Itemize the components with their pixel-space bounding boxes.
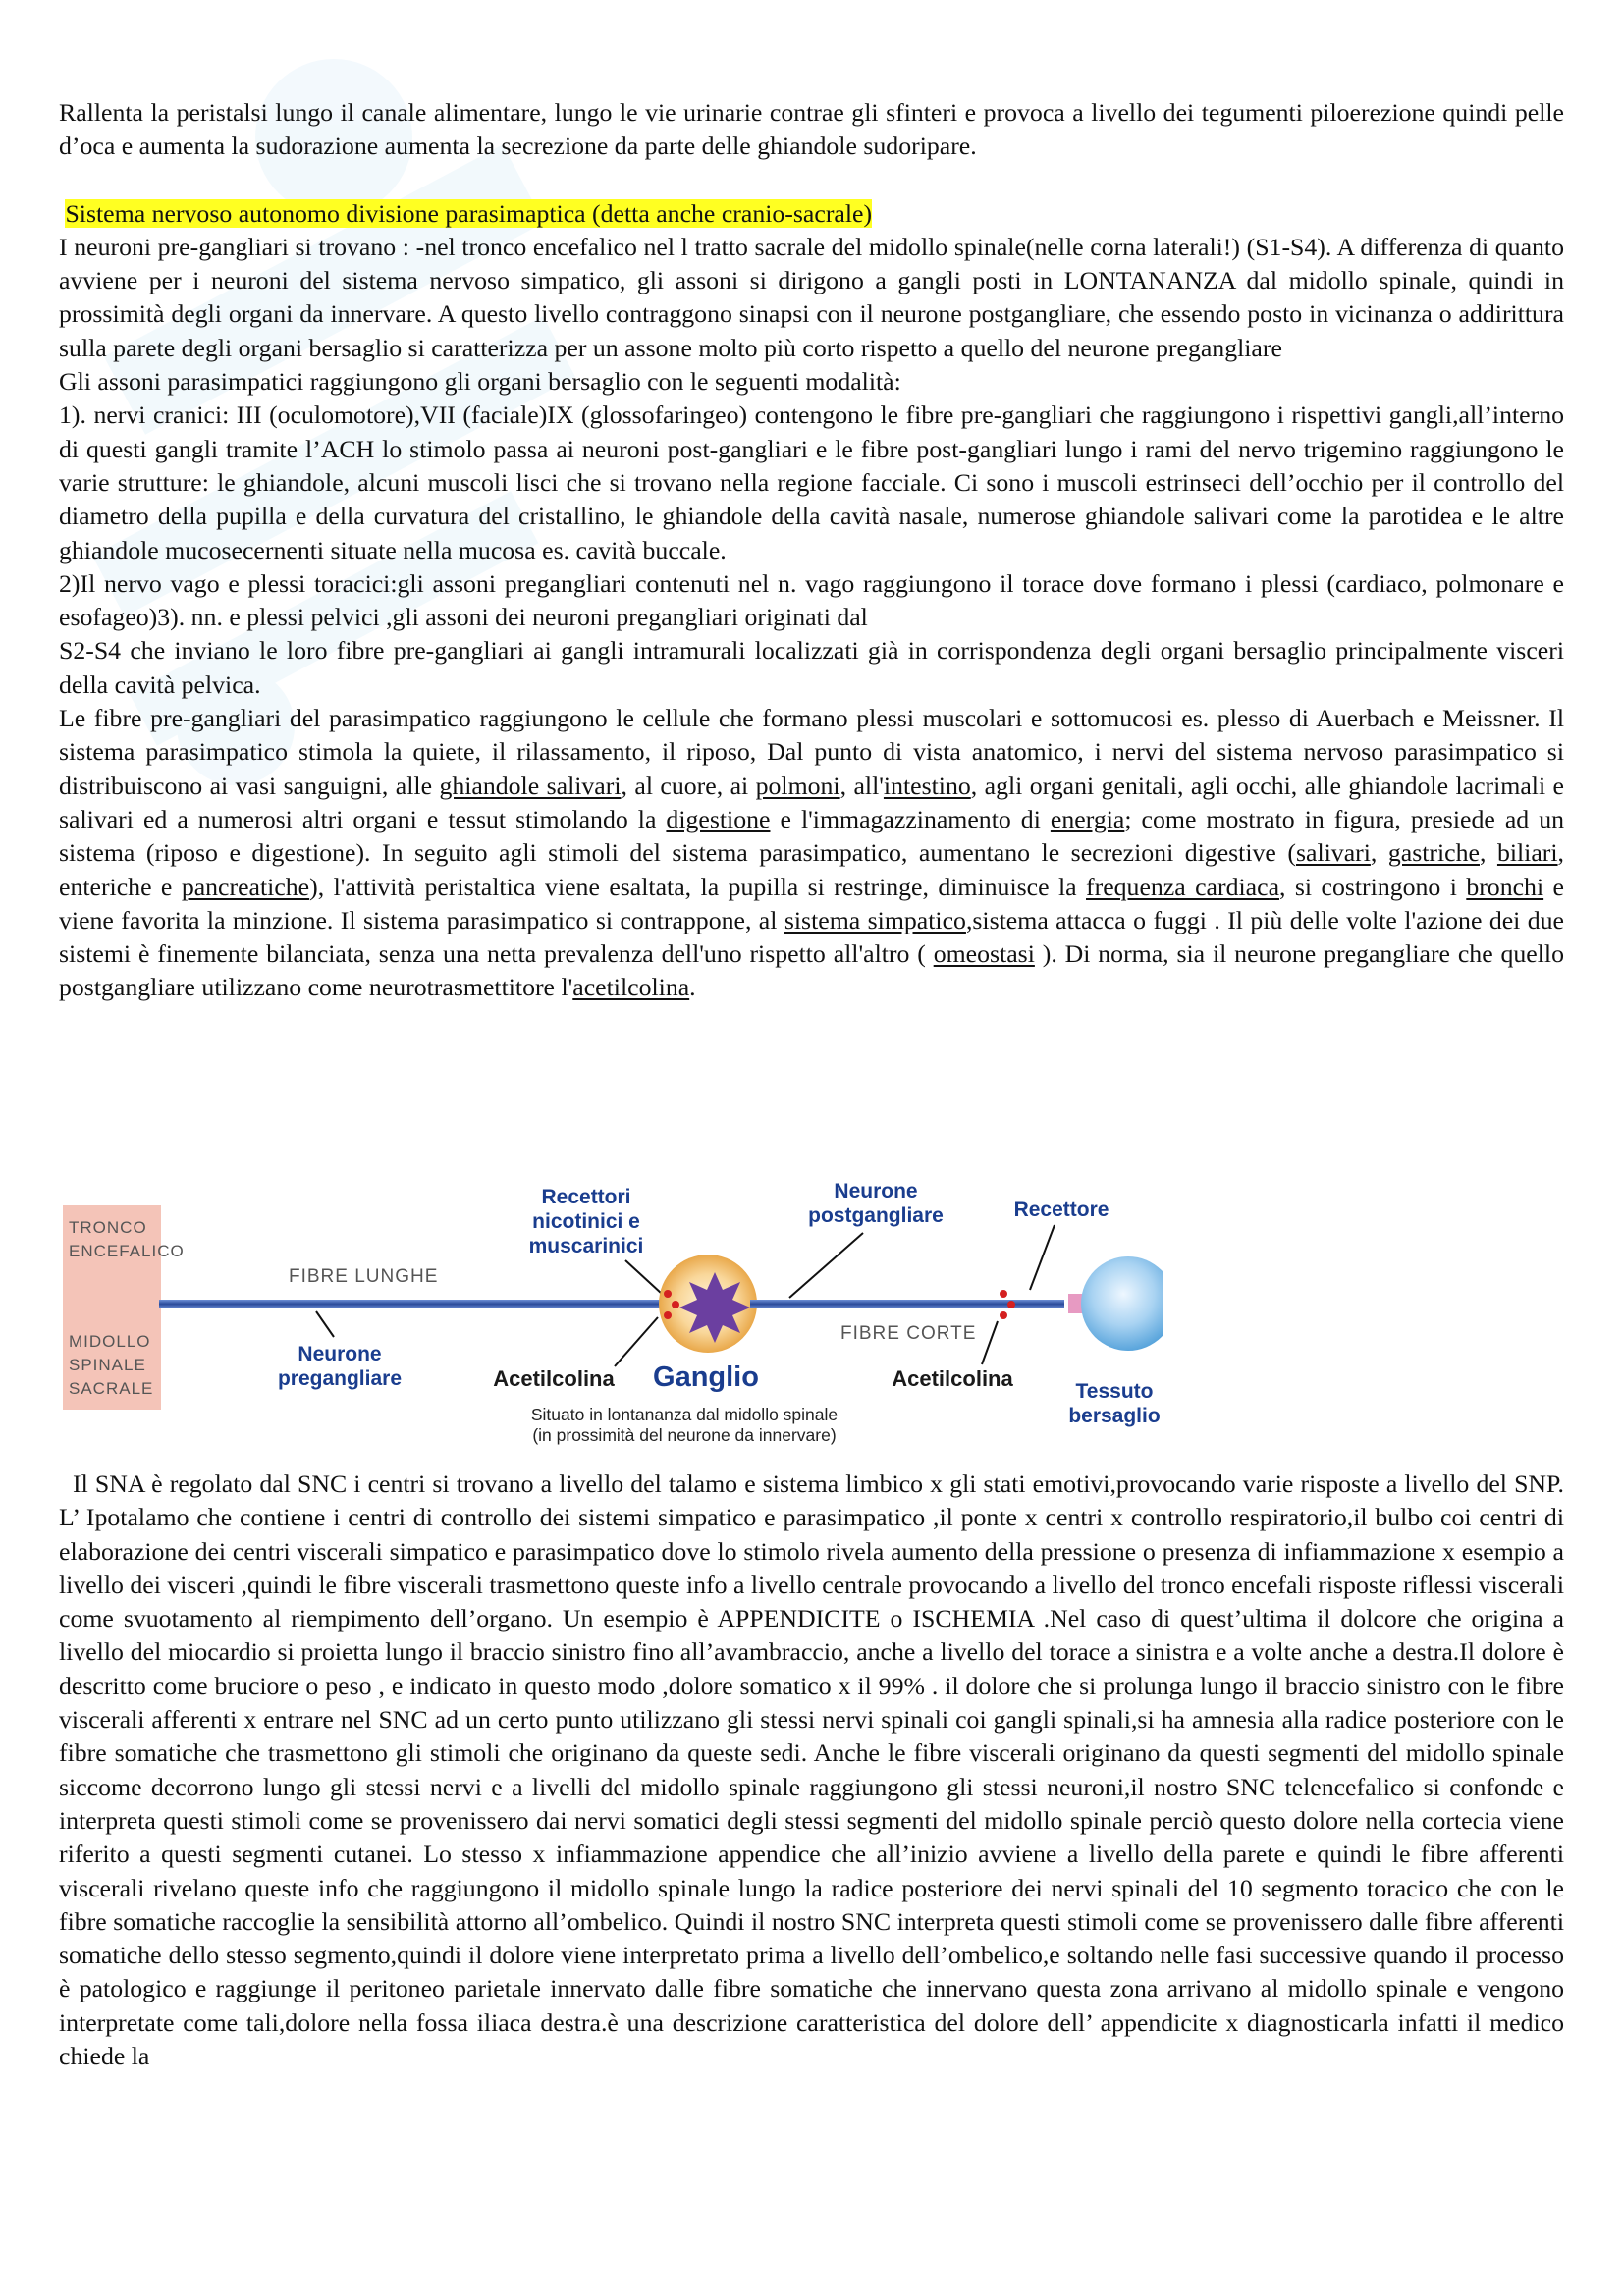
label-tronco-encefalico-1: TRONCO xyxy=(69,1218,147,1237)
label-recettori-1: Recettori xyxy=(541,1186,631,1208)
label-acetilcolina-2: Acetilcolina xyxy=(892,1366,1013,1391)
link-gastriche[interactable]: gastriche xyxy=(1387,838,1480,868)
acetylcholine-dot xyxy=(672,1301,679,1308)
highlighted-heading: Sistema nervoso autonomo divisione parasimaptica (detta anche cranio-sacrale) xyxy=(65,198,873,228)
link-biliari[interactable]: biliari xyxy=(1496,838,1558,868)
paragraph-fibre-parasimpatico: Le fibre pre-gangliari del parasimpatico raggiungono le cellule che formano plessi muscolari e sottomucosi es. plesso di Auerbach e Meissner. Il sistema parasimpatico stimola la quiete, il rilassamento, il riposo, Dal punto di vista anatomico, i nervi del sistema nervoso parasimpatico si distribuiscono ai vasi sanguigni, alle ghiandole salivari, al cuore, ai polmoni, all'intestino, agli organi genitali, agli occhi, alle ghiandole lacrimali e salivari ed a numerosi altri organi e tessut stimolando la digestione e l'immagazzinamento di energia; come mostrato in figura, presiede ad un sistema (riposo e digestione). In seguito agli stimoli del sistema parasimpatico, aumentano le secrezioni digestive (salivari, gastriche, biliari, enteriche e pancreatiche), l'attività peristaltica viene esaltata, la pupilla si restringe, diminuisce la frequenza cardiaca, si costringono i bronchi e viene favorita la minzione. Il sistema parasimpatico si contrappone, al sistema simpatico,sistema attacca o fuggi . Il più delle volte l'azione dei due sistemi è finemente bilanciata, senza una netta prevalenza dell'uno rispetto all'altro ( omeostasi ). Di norma, sia il neurone pregangliare che quello postgangliare utilizzano come neurotrasmettitore l'acetilcolina. xyxy=(59,704,1565,1002)
label-recettore: Recettore xyxy=(1013,1199,1109,1221)
link-intestino[interactable]: intestino xyxy=(883,771,971,800)
link-pancreatiche[interactable]: pancreatiche xyxy=(181,872,310,901)
link-digestione[interactable]: digestione xyxy=(666,804,771,833)
link-omeostasi[interactable]: omeostasi xyxy=(933,939,1035,969)
target-tissue xyxy=(1081,1256,1163,1351)
label-fibre-lunghe: FIBRE LUNGHE xyxy=(289,1266,439,1287)
paragraph-nervo-vago: 2)Il nervo vago e plessi toracici:gli assoni pregangliari contenuti nel n. vago raggiungono il torace dove formano i plessi (cardiaco, polmonare e esofageo)3). nn. e plessi pelvici ,gli assoni dei neuroni pregangliari originati dal xyxy=(59,568,1564,632)
text-block-top xyxy=(59,96,1564,1005)
link-bronchi[interactable]: bronchi xyxy=(1466,872,1544,901)
paragraph-assoni-modalita: Gli assoni parasimpatici raggiungono gli organi bersaglio con le seguenti modalità: xyxy=(59,367,901,397)
label-neurone-pregangliare-2: pregangliare xyxy=(277,1367,403,1390)
pointer-acetilcolina-2 xyxy=(982,1321,998,1364)
parasympathetic-pathway-figure xyxy=(63,1178,1163,1463)
section-heading xyxy=(59,197,1564,231)
link-ghiandole-salivari[interactable]: ghiandole salivari xyxy=(439,771,622,800)
link-frequenza-cardiaca[interactable]: frequenza cardiaca xyxy=(1086,872,1280,901)
caption-situato-1: Situato in lontananza dal midollo spinale xyxy=(530,1405,839,1424)
label-neurone-postgangliare-2: postgangliare xyxy=(808,1204,944,1227)
label-acetilcolina-1: Acetilcolina xyxy=(493,1366,615,1391)
postganglionic-fiber xyxy=(750,1300,1064,1308)
label-tessuto-bersaglio-1: Tessuto xyxy=(1075,1380,1154,1403)
link-salivari[interactable]: salivari xyxy=(1295,838,1371,868)
label-fibre-corte: FIBRE CORTE xyxy=(840,1323,977,1344)
label-recettori-2: nicotinici e xyxy=(532,1210,640,1233)
label-midollo-spinale-sacrale-2: SPINALE xyxy=(69,1356,146,1374)
link-energia[interactable]: energia xyxy=(1050,804,1125,833)
label-recettori-3: muscarinici xyxy=(528,1235,644,1257)
pointer-neurone-pregangliare xyxy=(316,1311,334,1337)
preganglionic-fiber xyxy=(159,1300,689,1308)
label-neurone-pregangliare-1: Neurone xyxy=(298,1343,382,1365)
pointer-acetilcolina-1 xyxy=(615,1317,658,1366)
postganglionic-neuron-cell xyxy=(679,1272,750,1343)
acetylcholine-dot xyxy=(1000,1311,1007,1319)
acetylcholine-dot xyxy=(664,1290,672,1298)
target-receptor xyxy=(1068,1294,1082,1313)
blank-line xyxy=(59,164,1564,197)
link-polmoni[interactable]: polmoni xyxy=(755,771,840,800)
text-block-bottom xyxy=(59,1468,1564,2073)
paragraph-sna-regolato: Il SNA è regolato dal SNC i centri si trovano a livello del talamo e sistema limbico x gli stati emotivi,provocando varie risposte a livello del SNP. L’ Ipotalamo che contiene i centri di controllo dei sistemi simpatico e parasimpatico ,il ponte x centri x controllo respiratorio,il bulbo coi centri di elaborazione dei centri viscerali simpatico e parasimpatico dove lo stimolo rivela aumento della pressione o presenza di infiammazione x esempio a livello dei visceri ,quindi le fibre viscerali trasmettono queste info a livello centrale provocando a livello del tronco encefali risposte riflessi viscerali come svuotamento al riempimento dell’organo. Un esempio è APPENDICITE o ISCHEMIA .Nel caso di quest’ultima il dolcore che origina a livello del miocardio si proietta lungo il braccio sinistro fino all’avambraccio, anche a livello del torace a sinistra e a volte anche a destra.Il dolore è descritto come bruciore o peso , e indicato in questo modo ,dolore somatico x il 99% . il dolore che si prolunga lungo il braccio sinistro con le fibre viscerali afferenti x entrare nel SNC ad un certo punto utilizzano gli stessi nervi spinali coi gangli spinali,si ha amnesia alla radice posteriore con le fibre somatiche che trasmettono gli stimoli che originano da queste sedi. Anche le fibre viscerali originano da questi segmenti del midollo spinale siccome decorrono lungo gli stessi nervi e a livelli del midollo spinale raggiungono gli stessi neuroni,il nostro SNC telencefalico si confonde e interpreta questi stimoli come se provenissero dai nervi somatici degli stessi segmenti del midollo spinale perciò questo dolore nella cortecia viene riferito a questi segmenti cutanei. Lo stesso x infiammazione appendice che all’inizio avviene a livello della parete e quindi le fibre afferenti viscerali rivelano queste info che raggiungono il midollo spinale lungo la radice posteriore dei nervi spinali del 10 segmento toracico che con le fibre somatiche raccoglie la sensibilità attorno all’ombelico. Quindi il nostro SNC interpreta questi stimoli come se provenissero dalle fibre afferenti somatiche dello stesso segmento,quindi il dolore viene interpretato prima a livello dell’ombelico,e soltando nelle fasi successive quando il processo è patologico e raggiunge il peritoneo parietale innervato dalle fibre somatiche che innervano questa zona arrivano al midollo spinale e vengono interpretate come tali,dolore nella fossa iliaca destra.è una descrizione caratteristica del dolore dell’ appendicite x diagnosticarla infatti il medico chiede la xyxy=(59,1469,1564,2071)
label-ganglio: Ganglio xyxy=(653,1362,759,1393)
pointer-recettori xyxy=(625,1260,662,1294)
label-tessuto-bersaglio-2: bersaglio xyxy=(1068,1405,1161,1427)
caption-situato-2: (in prossimità del neurone da innervare) xyxy=(532,1425,837,1445)
paragraph-nervi-cranici: 1). nervi cranici: III (oculomotore),VII (faciale)IX (glossofaringeo) contengono le fibre pre-gangliari che raggiungono i rispettivi gangli,all’interno di questi gangli tramite l’ACH lo stimolo passa ai neuroni post-gangliari e le fibre post-gangliari lungo i rami del nervo trigemino raggiungono le varie strutture: le ghiandole, alcuni muscoli lisci che si trovano nella regione facciale. Ci sono i muscoli estrinseci dell’occhio per il controllo del diametro della pupilla e della curvatura del cristallino, le ghiandole della cavità nasale, numerose ghiandole salivari come la parotidea e le altre ghiandole mucosecernenti situate nella mucosa es. cavità buccale. xyxy=(59,400,1564,564)
label-midollo-spinale-sacrale-1: MIDOLLO xyxy=(69,1332,151,1351)
link-sistema-simpatico[interactable]: sistema simpatico xyxy=(784,905,966,934)
label-neurone-postgangliare-1: Neurone xyxy=(834,1180,918,1202)
acetylcholine-dot xyxy=(1007,1301,1015,1308)
paragraph-neuroni-pregangliari: I neuroni pre-gangliari si trovano : -nel tronco encefalico nel l tratto sacrale del midollo spinale(nelle corna laterali!) (S1-S4). A differenza di quanto avviene per i neuroni del sistema nervoso simpatico, gli assoni si dirigono a gangli posti in LONTANANZA dal midollo spinale, quindi in prossimità degli organi da innervare. A questo livello contraggono sinapsi con il neurone postgangliare, che essendo posto in vicinanza o addirittura sulla parete degli organi bersaglio si caratterizza per un assone molto più corto rispetto a quello del neurone pregangliare xyxy=(59,232,1564,362)
link-acetilcolina[interactable]: acetilcolina xyxy=(572,973,690,1002)
label-midollo-spinale-sacrale-3: SACRALE xyxy=(69,1379,154,1398)
paragraph-s2-s4: S2-S4 che inviano le loro fibre pre-gangliari ai gangli intramurali localizzati già in corrispondenza degli organi bersaglio principalmente visceri della cavità pelvica. xyxy=(59,636,1564,699)
label-tronco-encefalico-2: ENCEFALICO xyxy=(69,1242,185,1260)
acetylcholine-dot xyxy=(664,1311,672,1319)
paragraph-rallenta: Rallenta la peristalsi lungo il canale alimentare, lungo le vie urinarie contrae gli sfinteri e provoca a livello dei tegumenti piloerezione quindi pelle d’oca e aumenta la sudorazione aumenta la secrezione da parte delle ghiandole sudoripare. xyxy=(59,98,1564,161)
pointer-neurone-postgangliare xyxy=(789,1233,863,1298)
pointer-recettore xyxy=(1030,1225,1055,1290)
acetylcholine-dot xyxy=(1000,1290,1007,1298)
